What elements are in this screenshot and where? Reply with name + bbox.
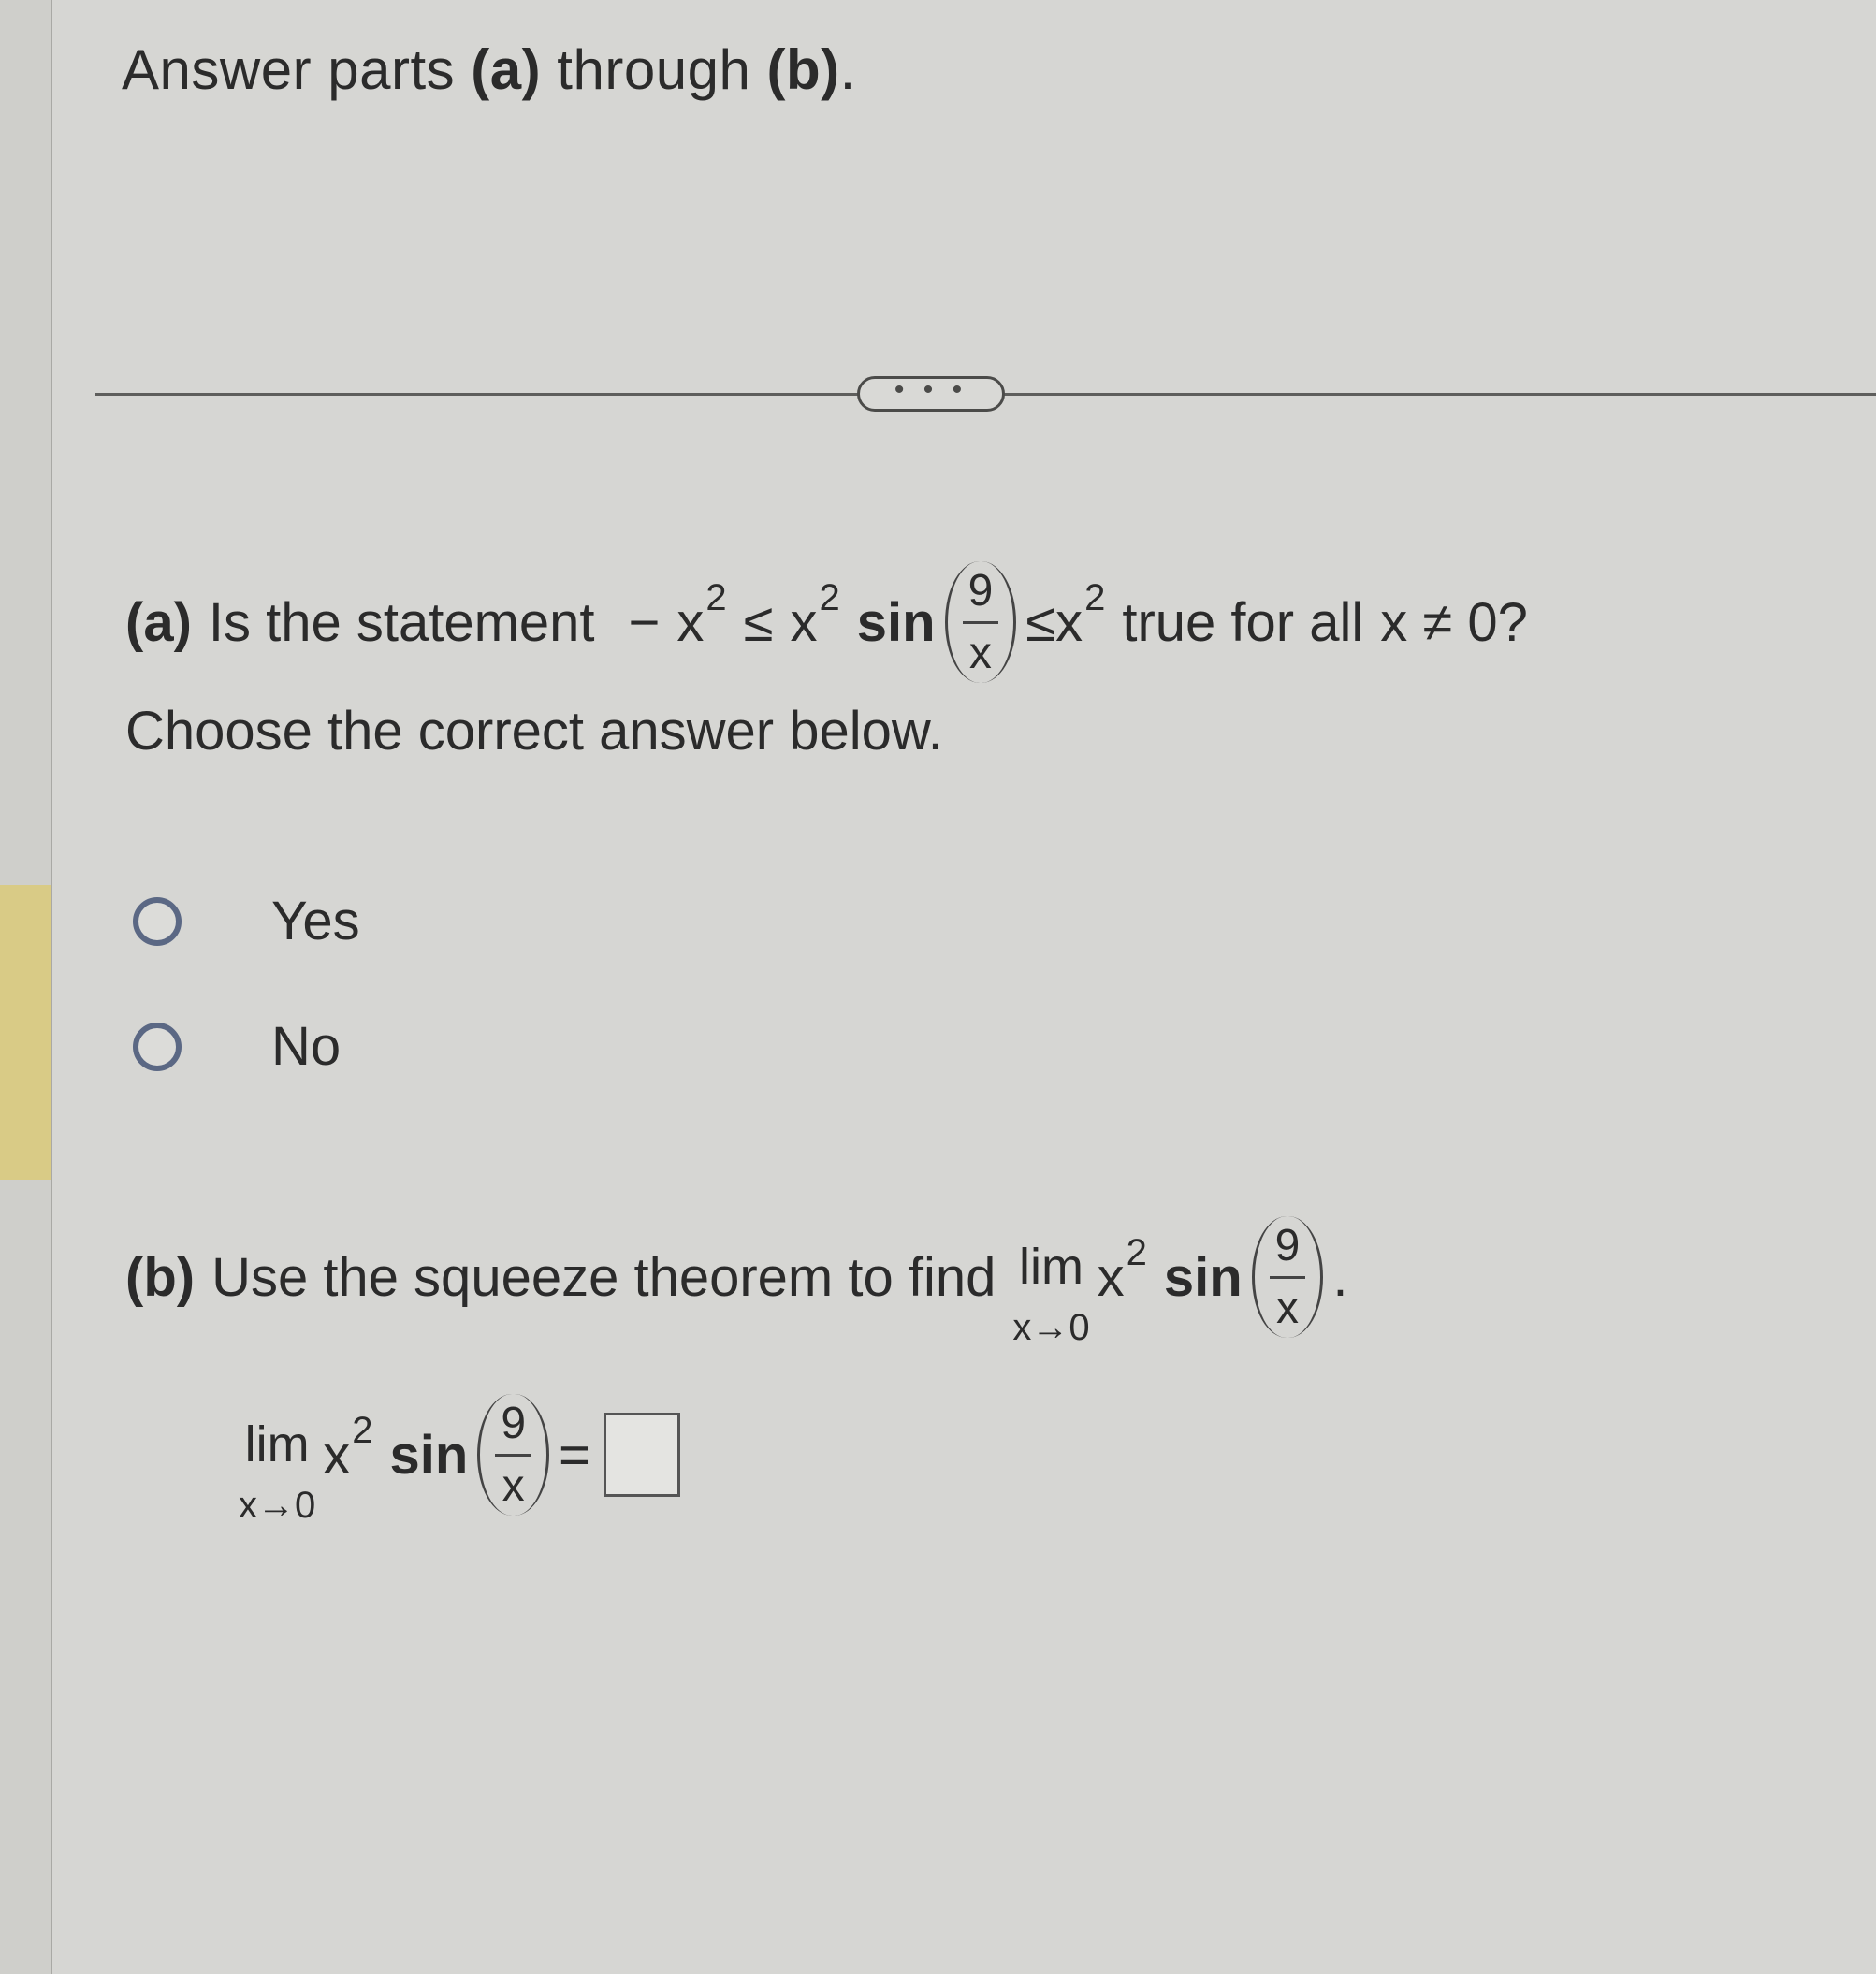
fraction-numerator: 9 — [495, 1400, 531, 1457]
math-x: x — [1055, 591, 1083, 653]
fraction-numerator: 9 — [963, 567, 999, 624]
title-prefix: Answer parts — [122, 38, 472, 101]
option-no[interactable] — [133, 1015, 341, 1078]
fraction-numerator: 9 — [1270, 1222, 1306, 1279]
math-fraction — [963, 567, 999, 678]
math-leq: ≤ — [743, 591, 774, 653]
title-part-b: (b) — [766, 38, 840, 101]
expand-more-button[interactable]: • • • — [857, 376, 1005, 412]
math-sin: sin — [1163, 1246, 1243, 1308]
math-leq: ≤ — [1025, 591, 1056, 653]
math-limit — [1012, 1241, 1089, 1346]
limit-approach: x→0 — [239, 1485, 316, 1526]
math-exponent: 2 — [705, 576, 727, 618]
math-exponent: 2 — [819, 576, 840, 618]
instruction-text: Choose the correct answer below. — [125, 701, 943, 762]
limit-approach: x→0 — [1012, 1307, 1090, 1348]
math-limit — [239, 1416, 316, 1526]
option-yes-label: Yes — [271, 891, 360, 951]
radio-no[interactable] — [133, 1023, 182, 1071]
fraction-denominator: x — [968, 628, 992, 678]
title-suffix: . — [839, 38, 856, 101]
option-no-label: No — [271, 1016, 342, 1077]
answer-input-box[interactable] — [604, 1413, 680, 1497]
math-x: x — [790, 591, 818, 653]
question-part-a — [125, 538, 1528, 706]
title-part-a: (a) — [471, 38, 542, 101]
math-sin: sin — [389, 1424, 469, 1486]
math-x: x — [676, 591, 705, 653]
option-yes[interactable] — [133, 890, 360, 952]
math-x: x — [1097, 1246, 1125, 1308]
math-equals: = — [559, 1424, 590, 1486]
part-b-text: Use the squeeze theorem to find — [211, 1246, 996, 1308]
math-period: . — [1332, 1246, 1348, 1308]
question-part-b — [125, 1188, 1347, 1366]
page-title — [122, 37, 856, 102]
math-exponent: 2 — [1084, 576, 1106, 618]
left-margin-highlight — [0, 885, 51, 1180]
math-x: x — [323, 1424, 351, 1486]
part-b-label: (b) — [125, 1246, 196, 1308]
fraction-denominator: x — [502, 1460, 525, 1511]
math-fraction — [1270, 1222, 1306, 1333]
math-exponent: 2 — [1126, 1231, 1147, 1273]
limit-word: lim — [244, 1416, 310, 1473]
math-fraction — [495, 1400, 531, 1511]
math-sin: sin — [856, 591, 936, 653]
part-a-text-before: Is the statement — [208, 591, 595, 653]
part-a-text-after: true for all — [1122, 591, 1364, 653]
title-middle: through — [541, 38, 767, 101]
answer-row — [239, 1371, 680, 1539]
math-parentheses — [477, 1394, 549, 1516]
math-minus: − — [628, 591, 661, 653]
part-a-condition: x ≠ 0? — [1380, 591, 1528, 653]
radio-yes[interactable] — [133, 897, 182, 946]
part-a-label: (a) — [125, 591, 192, 653]
math-exponent: 2 — [352, 1409, 373, 1451]
limit-word: lim — [1018, 1239, 1083, 1295]
math-parentheses — [945, 561, 1017, 683]
fraction-denominator: x — [1276, 1283, 1299, 1333]
math-parentheses — [1252, 1216, 1324, 1338]
